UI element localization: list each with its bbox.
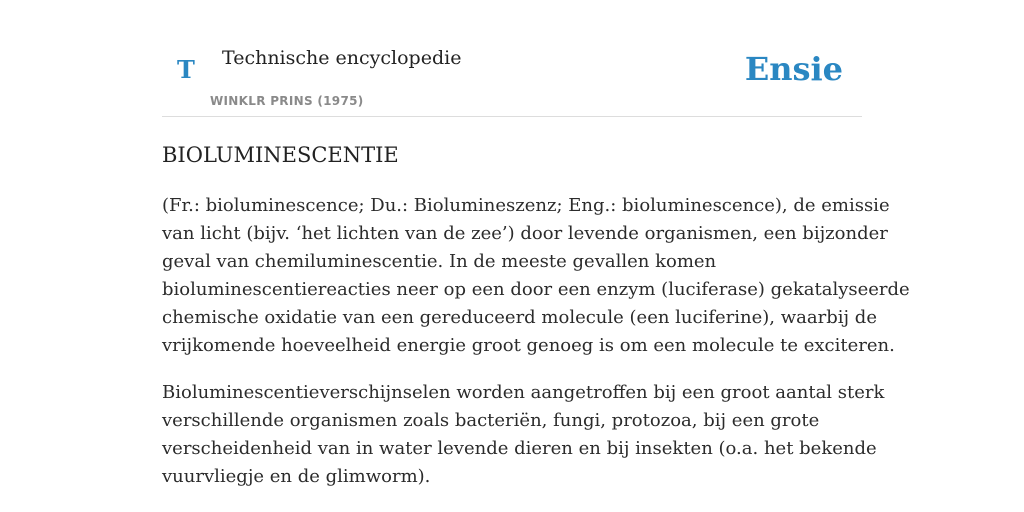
paragraph-line: chemische oxidatie van een gereduceerd molecule (een luciferine), waarbij de: [162, 307, 877, 328]
paragraph-line: van licht (bijv. ‘het lichten van de zee’) door levende organismen, een bijzonder: [162, 223, 888, 244]
entry-paragraph-1: [162, 192, 910, 360]
entry-paragraph-2: [162, 379, 885, 491]
paragraph-line: Bioluminescentieverschijnselen worden aangetroffen bij een groot aantal sterk: [162, 382, 885, 403]
encyclopedia-logo-icon[interactable]: T: [177, 55, 195, 84]
book-title-link[interactable]: Technische encyclopedie: [222, 47, 462, 69]
paragraph-line: geval van chemiluminescentie. In de meeste gevallen komen: [162, 251, 717, 272]
header: [162, 0, 862, 117]
paragraph-line: vrijkomende hoeveelheid energie groot genoeg is om een molecule te exciteren.: [162, 335, 895, 356]
entry-title: BIOLUMINESCENTIE: [162, 143, 399, 167]
paragraph-line: verschillende organismen zoals bacteriën, fungi, protozoa, bij een grote: [162, 410, 820, 431]
brand-logo[interactable]: Ensie: [744, 50, 843, 88]
paragraph-line: (Fr.: bioluminescence; Du.: Biolumineszenz; Eng.: bioluminescence), de emissie: [162, 195, 890, 216]
paragraph-line: vuurvliegje en de glimworm).: [162, 466, 431, 487]
paragraph-line: verscheidenheid van in water levende dieren en bij insekten (o.a. het bekende: [162, 438, 877, 459]
paragraph-line: bioluminescentiereacties neer op een door een enzym (luciferase) gekatalyseerde: [162, 279, 910, 300]
book-source: WINKLR PRINS (1975): [210, 94, 364, 108]
